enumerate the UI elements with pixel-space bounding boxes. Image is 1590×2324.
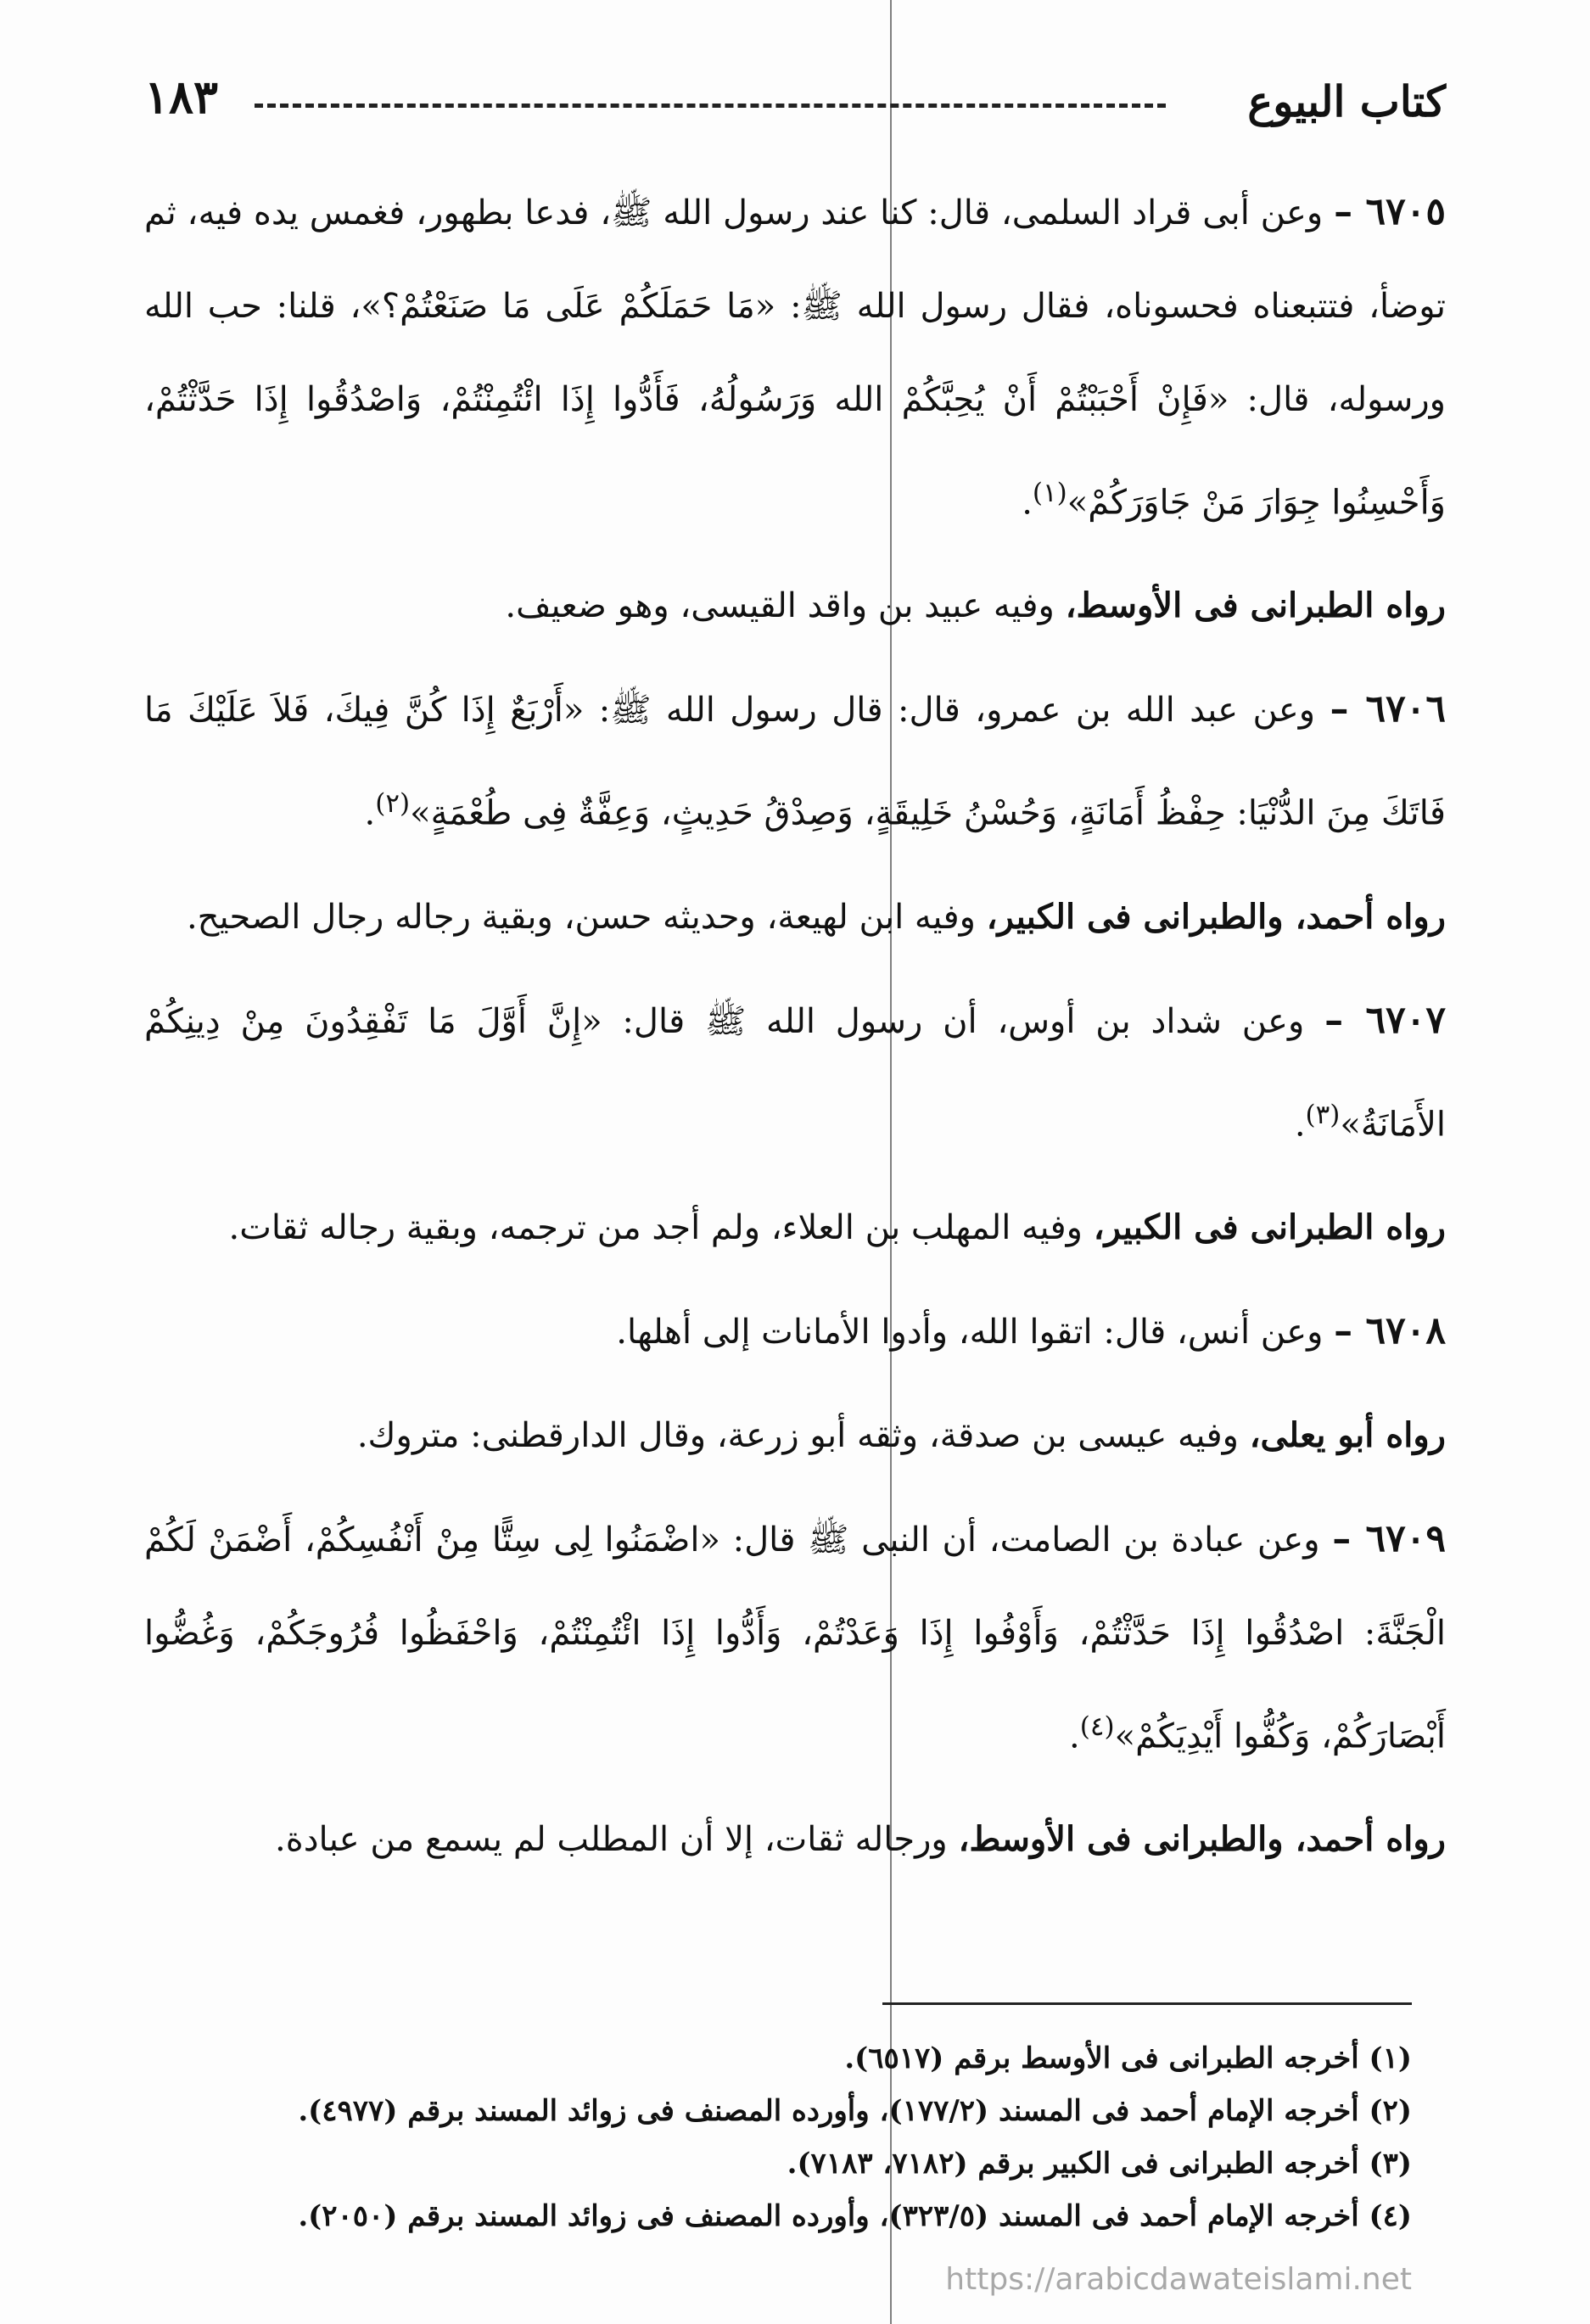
hadith-number: ٦٧٠٨ – xyxy=(1334,1308,1446,1352)
source-note xyxy=(144,1181,1446,1274)
header-dashed-rule xyxy=(255,104,1166,108)
hadith-text: وعن عبد الله بن عمرو، قال: قال رسول الله ﷺ: «أَرْبَعٌ إِذَا كُنَّ فِيكَ، فَلاَ عَلَيْكَ مَا فَاتَكَ مِنَ الدُّنْيَا: حِفْظُ أَمَانَةٍ، وَحُسْنُ خَلِيقَةٍ، وَصِدْقُ حَدِيثٍ، وَعِفَّةٌ فِى طُعْمَةٍ» xyxy=(144,691,1446,833)
source-books: رواه أحمد، والطبرانى فى الأوسط، xyxy=(958,1819,1446,1860)
source-books: رواه الطبرانى فى الكبير، xyxy=(1093,1207,1446,1247)
footnotes xyxy=(144,2032,1412,2243)
source-note xyxy=(144,1389,1446,1482)
source-note xyxy=(144,559,1446,652)
running-title: كتاب البيوع xyxy=(1247,76,1446,126)
source-note xyxy=(144,871,1446,964)
source-text: ورجاله ثقات، إلا أن المطلب لم يسمع من عبادة. xyxy=(275,1820,959,1860)
period: . xyxy=(364,793,376,833)
hadith-number: ٦٧٠٦ – xyxy=(1330,687,1446,731)
hadith-text: وعن أنس، قال: اتقوا الله، وأدوا الأمانات إلى أهلها. xyxy=(616,1312,1324,1352)
footnote-marker: (٤) xyxy=(1079,1711,1115,1742)
footnote-marker: (٢) xyxy=(375,788,411,820)
footnote-marker: (١) xyxy=(1032,478,1067,508)
hadith-6709 xyxy=(144,1492,1446,1783)
source-text: وفيه عيسى بن صدقة، وثقه أبو زرعة، وقال الدارقطنى: متروك. xyxy=(356,1415,1250,1455)
source-books: رواه أحمد، والطبرانى فى الكبير، xyxy=(986,896,1446,937)
hadith-text: وعن شداد بن أوس، أن رسول الله ﷺ قال: «إِنَّ أَوَّلَ مَا تَفْقِدُونَ مِنْ دِينِكُمْ الأَمَانَةُ» xyxy=(144,1001,1446,1144)
hadith-text: وعن أبى قراد السلمى، قال: كنا عند رسول الله ﷺ، فدعا بطهور، فغمس يده فيه، ثم توضأ، فتتبعناه فحسوناه، فقال رسول الله ﷺ: «مَا حَمَلَكُمْ عَلَى مَا صَنَعْتُمْ؟»، قلنا: حب الله ورسوله، قال: «فَإِنْ أَحْبَبْتُمْ أَنْ يُحِبَّكُمْ الله وَرَسُولُهُ، فَأَدُّوا إِذَا ائْتُمِنْتُمْ، وَاصْدُقُوا إِذَا حَدَّثْتُمْ، وَأَحْسِنُوا جِوَارَ مَنْ جَاوَرَكُمْ» xyxy=(144,193,1446,523)
hadith-6706 xyxy=(144,663,1446,860)
hadith-number: ٦٧٠٧ – xyxy=(1324,998,1446,1042)
footnote-4: (٤) أخرجه الإمام أحمد فى المسند (٣٢٣/٥)، وأورده المصنف فى زوائد المسند برقم (٢٠٥٠). xyxy=(298,2199,1412,2233)
hadith-number: ٦٧٠٩ – xyxy=(1332,1516,1446,1560)
page-header xyxy=(144,70,1446,144)
period: . xyxy=(1294,1104,1306,1144)
footnote-3: (٣) أخرجه الطبرانى فى الكبير برقم (٧١٨٢، ٧١٨٣). xyxy=(787,2147,1412,2181)
hadith-6705 xyxy=(144,165,1446,549)
source-books: رواه أبو يعلى، xyxy=(1249,1414,1446,1455)
hadith-text: وعن عبادة بن الصامت، أن النبى ﷺ قال: «اضْمَنُوا لِى سِتًّا مِنْ أَنْفُسِكُمْ، أَضْمَنْ لَكُمْ الْجَنَّةَ: اصْدُقُوا إِذَا حَدَّثْتُمْ، وَأَوْفُوا إِذَا وَعَدْتُمْ، وَأَدُّوا إِذَا ائْتُمِنْتُمْ، وَاحْفَظُوا فُرُوجَكُمْ، وَغُضُّوا أَبْصَارَكُمْ، وَكُفُّوا أَيْدِيَكُمْ» xyxy=(144,1520,1446,1756)
source-text: وفيه عبيد بن واقد القيسى، وهو ضعيف. xyxy=(505,586,1066,626)
page-body xyxy=(144,165,1446,1896)
footnote-marker: (٣) xyxy=(1305,1099,1341,1130)
footnote-separator xyxy=(882,2002,1412,2005)
period: . xyxy=(1069,1716,1080,1756)
hadith-number: ٦٧٠٥ – xyxy=(1334,190,1447,233)
source-text: وفيه المهلب بن العلاء، ولم أجد من ترجمه، وبقية رجاله ثقات. xyxy=(228,1207,1094,1247)
footnote-1: (١) أخرجه الطبرانى فى الأوسط برقم (٦٥١٧). xyxy=(844,2041,1412,2075)
hadith-6707 xyxy=(144,974,1446,1171)
hadith-6708 xyxy=(144,1285,1446,1379)
watermark-url: https://arabicdawateislami.net xyxy=(945,2262,1412,2297)
source-text: وفيه ابن لهيعة، وحديثه حسن، وبقية رجاله رجال الصحيح. xyxy=(186,897,987,937)
period: . xyxy=(1022,483,1033,523)
page-number: ١٨٣ xyxy=(144,70,219,124)
source-books: رواه الطبرانى فى الأوسط، xyxy=(1065,585,1446,626)
footnote-2: (٢) أخرجه الإمام أحمد فى المسند (١٧٧/٢)، وأورده المصنف فى زوائد المسند برقم (٤٩٧٧). xyxy=(298,2094,1412,2128)
source-note xyxy=(144,1793,1446,1886)
